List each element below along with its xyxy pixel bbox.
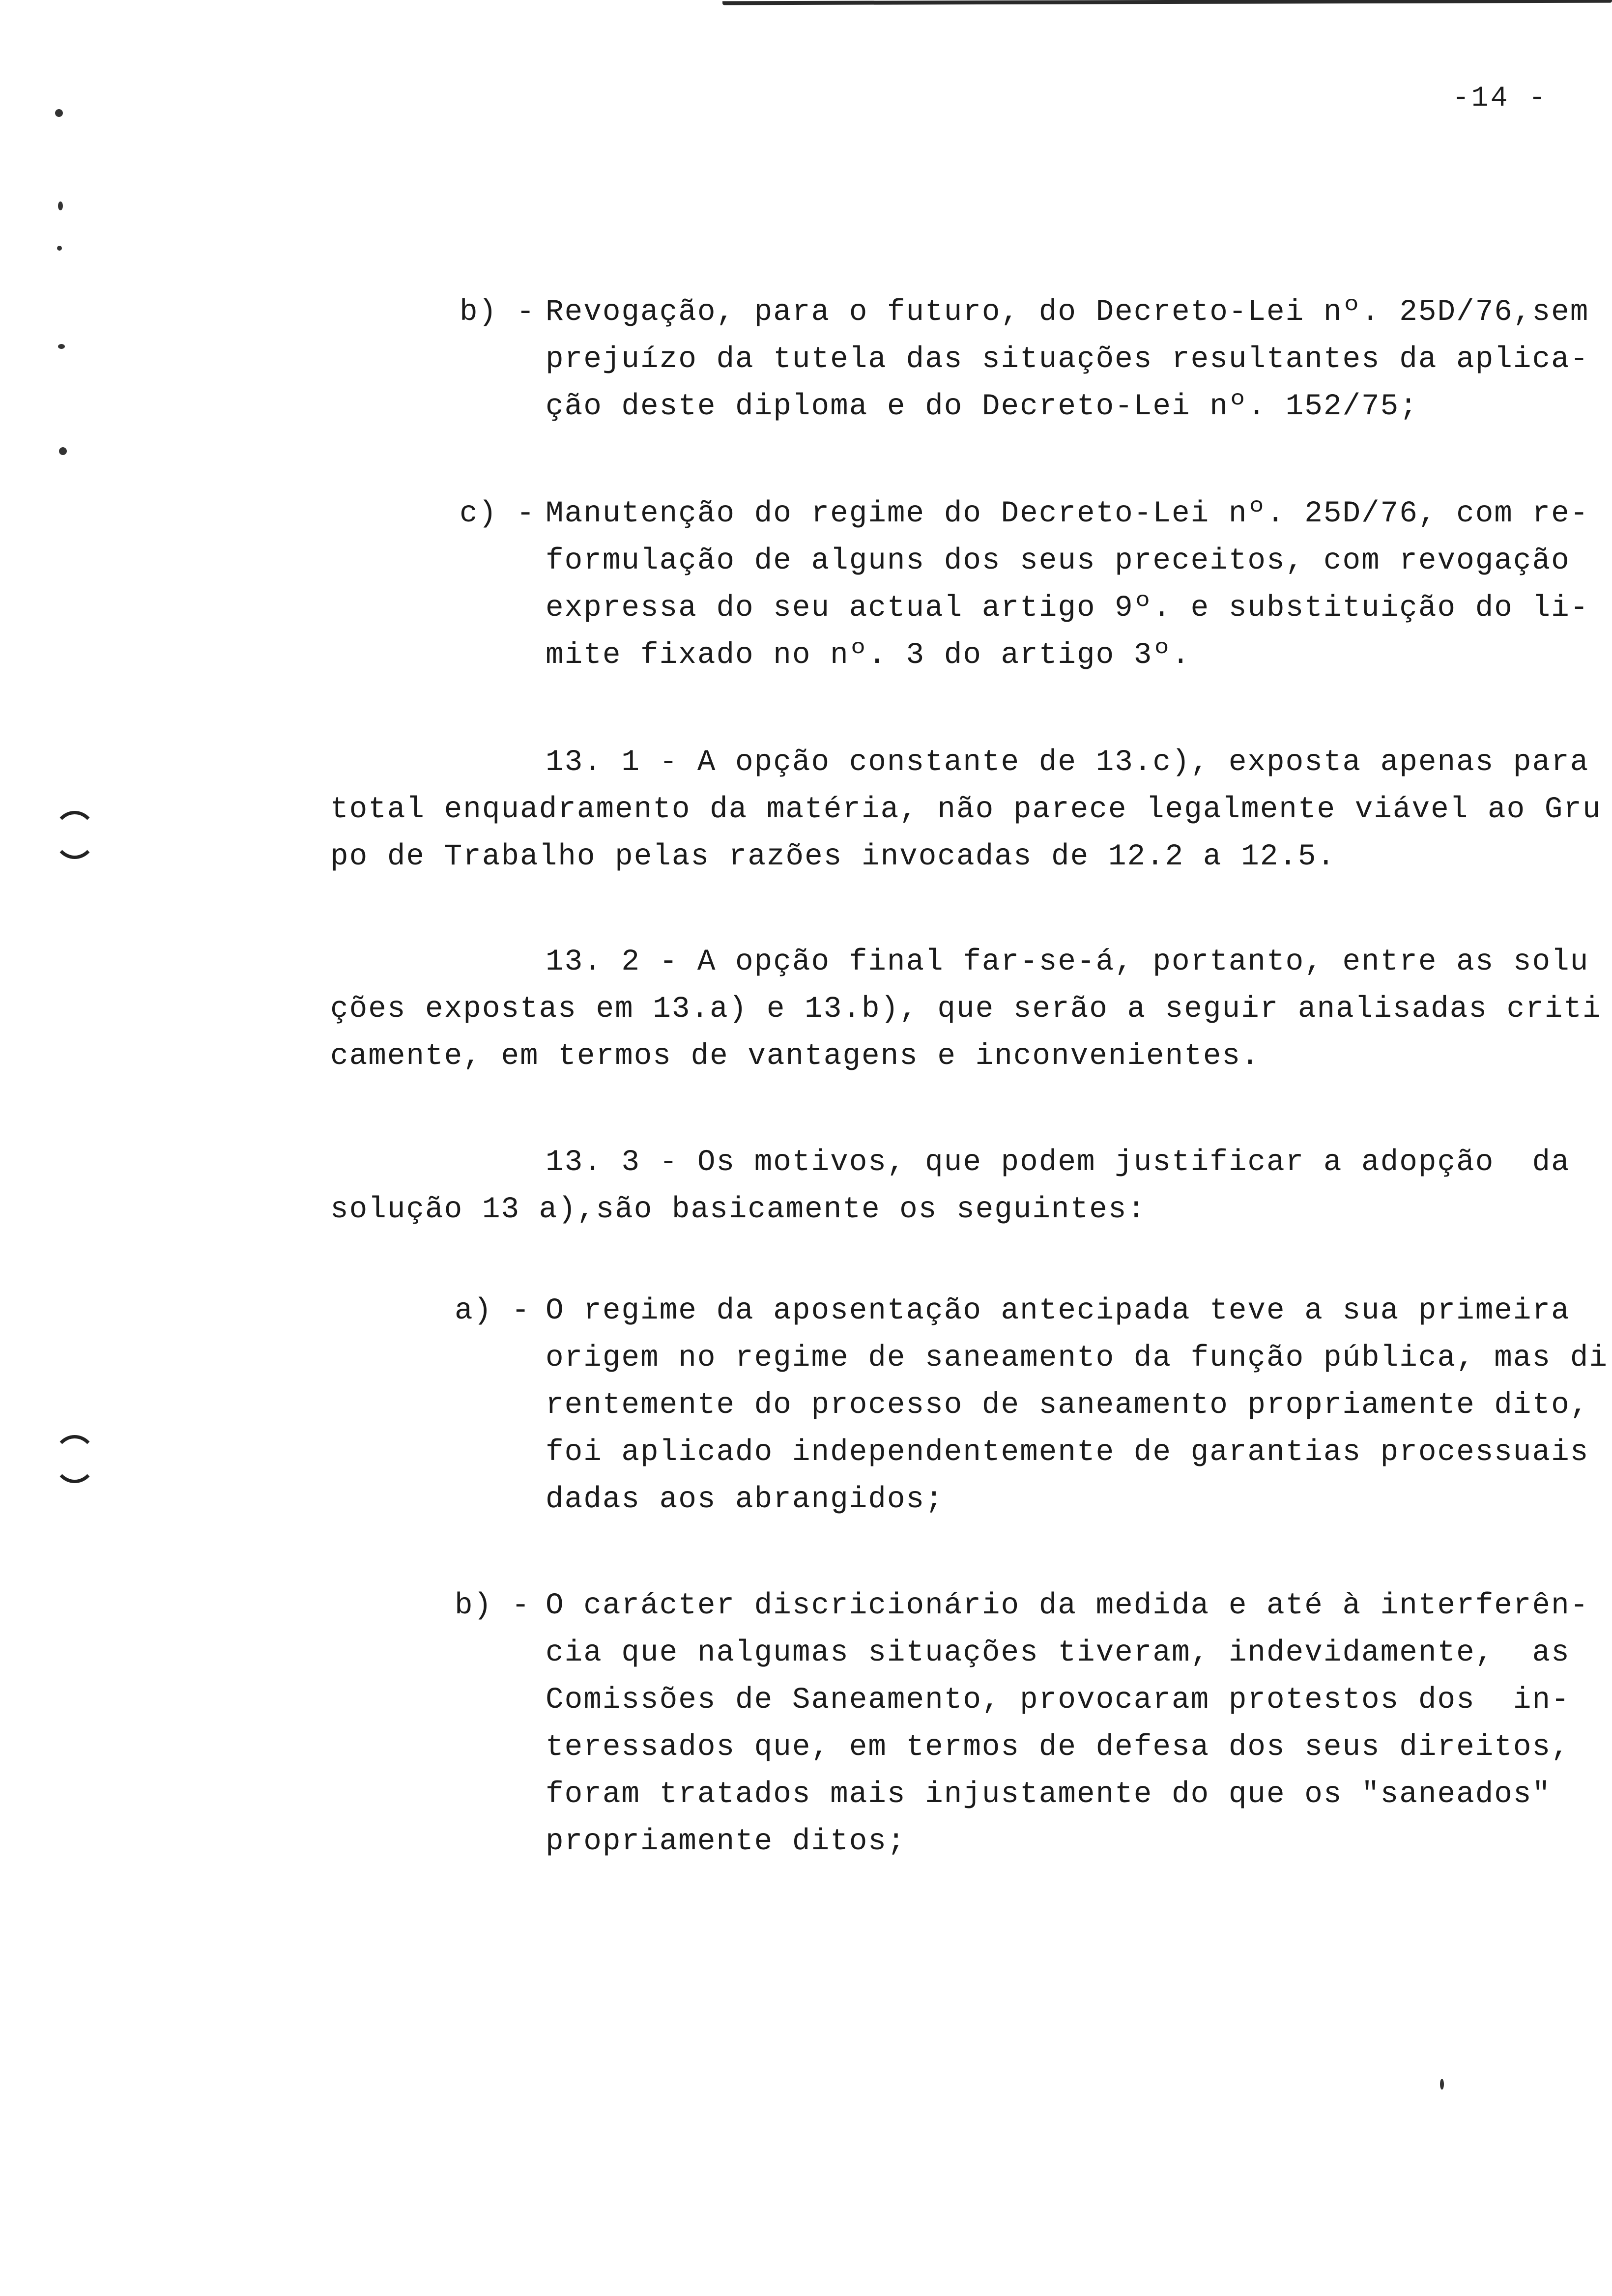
item-line: mite fixado no nº. 3 do artigo 3º. bbox=[546, 638, 1191, 672]
paragraph-line: 13. 2 - A opção final far-se-á, portanto, entre as solu bbox=[546, 945, 1589, 979]
top-edge-rule bbox=[722, 0, 1612, 5]
motive-line: teressados que, em termos de defesa dos seus direitos, bbox=[546, 1730, 1570, 1764]
motive-line: foi aplicado independentemente de garantias processuais bbox=[546, 1435, 1589, 1469]
page-number: -14 - bbox=[1452, 83, 1548, 115]
item-line: prejuízo da tutela das situações resultantes da aplica- bbox=[546, 343, 1589, 376]
item-marker: b) - bbox=[460, 295, 536, 329]
motive-line: cia que nalgumas situações tiveram, indevidamente, as bbox=[546, 1636, 1570, 1670]
scan-speck bbox=[58, 201, 63, 210]
motive-line: O regime da aposentação antecipada teve a sua primeira bbox=[546, 1294, 1570, 1328]
binder-hole-lower bbox=[53, 1435, 96, 1483]
scan-speck bbox=[58, 344, 65, 349]
motive-marker: a) - bbox=[455, 1294, 531, 1328]
paragraph-line: 13. 1 - A opção constante de 13.c), exposta apenas para bbox=[546, 746, 1589, 779]
paragraph-line: solução 13 a),são basicamente os seguintes: bbox=[330, 1193, 1147, 1227]
motive-line: rentemente do processo de saneamento propriamente dito, bbox=[546, 1388, 1589, 1422]
item-line: ção deste diploma e do Decreto-Lei nº. 152/75; bbox=[546, 390, 1418, 424]
scan-speck bbox=[59, 447, 67, 455]
motive-marker: b) - bbox=[455, 1589, 531, 1623]
paragraph-line: ções expostas em 13.a) e 13.b), que serão a seguir analisadas criti bbox=[330, 992, 1602, 1026]
item-line: formulação de alguns dos seus preceitos, com revogação bbox=[546, 544, 1570, 578]
paragraph-line: camente, em termos de vantagens e inconvenientes. bbox=[330, 1039, 1260, 1073]
scan-speck bbox=[55, 109, 63, 117]
scan-speck bbox=[1440, 2079, 1444, 2090]
paragraph-line: total enquadramento da matéria, não parece legalmente viável ao Gru bbox=[330, 793, 1602, 827]
motive-line: dadas aos abrangidos; bbox=[546, 1483, 944, 1517]
motive-line: origem no regime de saneamento da função pública, mas di bbox=[546, 1341, 1608, 1375]
scan-speck bbox=[57, 246, 62, 251]
motive-line: O carácter discricionário da medida e até à interferên- bbox=[546, 1589, 1589, 1623]
motive-line: foram tratados mais injustamente do que os "saneados" bbox=[546, 1778, 1552, 1811]
item-line: Revogação, para o futuro, do Decreto-Lei nº. 25D/76,sem bbox=[546, 295, 1589, 329]
item-line: expressa do seu actual artigo 9º. e substituição do li- bbox=[546, 591, 1589, 625]
motive-line: Comissões de Saneamento, provocaram protestos dos in- bbox=[546, 1683, 1570, 1717]
paragraph-line: 13. 3 - Os motivos, que podem justificar a adopção da bbox=[546, 1146, 1570, 1179]
item-line: Manutenção do regime do Decreto-Lei nº. 25D/76, com re- bbox=[546, 497, 1589, 531]
paragraph-line: po de Trabalho pelas razões invocadas de 12.2 a 12.5. bbox=[330, 840, 1336, 874]
item-marker: c) - bbox=[460, 497, 536, 531]
motive-line: propriamente ditos; bbox=[546, 1825, 906, 1859]
binder-hole-upper bbox=[53, 811, 96, 859]
